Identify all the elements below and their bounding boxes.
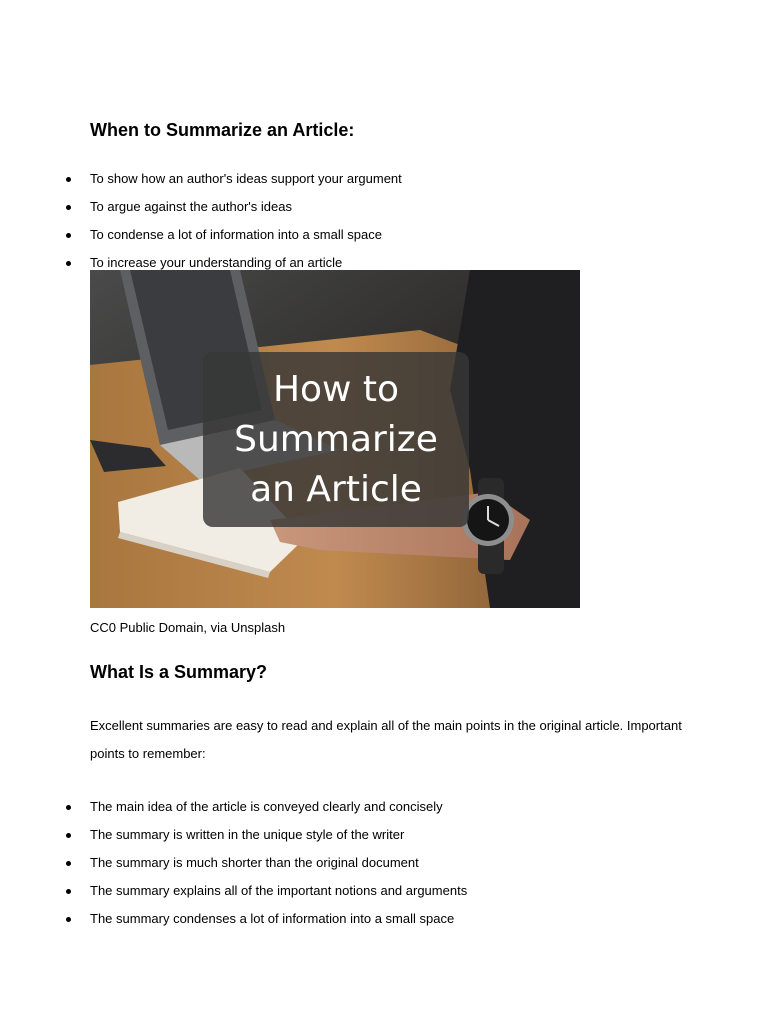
list-item: To increase your understanding of an article	[0, 254, 700, 282]
list-item: The summary is much shorter than the original document	[0, 854, 700, 882]
bullet-icon	[66, 261, 71, 266]
summary-points-list	[0, 798, 700, 938]
image-title-line: How to	[272, 368, 400, 410]
bullet-icon	[66, 917, 71, 922]
list-item: To show how an author's ideas support your argument	[0, 170, 700, 198]
bullet-icon	[66, 805, 71, 810]
bullet-icon	[66, 861, 71, 866]
section-heading-what-is-summary: What Is a Summary?	[90, 662, 268, 682]
image-title-line: an Article	[250, 468, 422, 510]
bullet-icon	[66, 177, 71, 182]
list-item: The summary is written in the unique style of the writer	[0, 826, 700, 854]
bullet-icon	[66, 833, 71, 838]
list-item: To argue against the author's ideas	[0, 198, 700, 226]
list-item: The summary explains all of the important notions and arguments	[0, 882, 700, 910]
image-title-line: Summarize	[234, 418, 438, 460]
bullet-icon	[66, 889, 71, 894]
list-item: To condense a lot of information into a small space	[0, 226, 700, 254]
list-item: The main idea of the article is conveyed clearly and concisely	[0, 798, 700, 826]
image-caption: CC0 Public Domain, via Unsplash	[90, 620, 286, 635]
bullet-icon	[66, 233, 71, 238]
article-hero-image	[90, 270, 580, 608]
summary-intro-paragraph: Excellent summaries are easy to read and explain all of the main points in the original article. Important points to remember:	[90, 718, 682, 761]
when-to-summarize-list	[0, 170, 700, 282]
section-heading-when-to-summarize: When to Summarize an Article:	[90, 120, 355, 140]
list-item: The summary condenses a lot of information into a small space	[0, 910, 700, 938]
image-title-overlay	[203, 352, 469, 527]
bullet-icon	[66, 205, 71, 210]
